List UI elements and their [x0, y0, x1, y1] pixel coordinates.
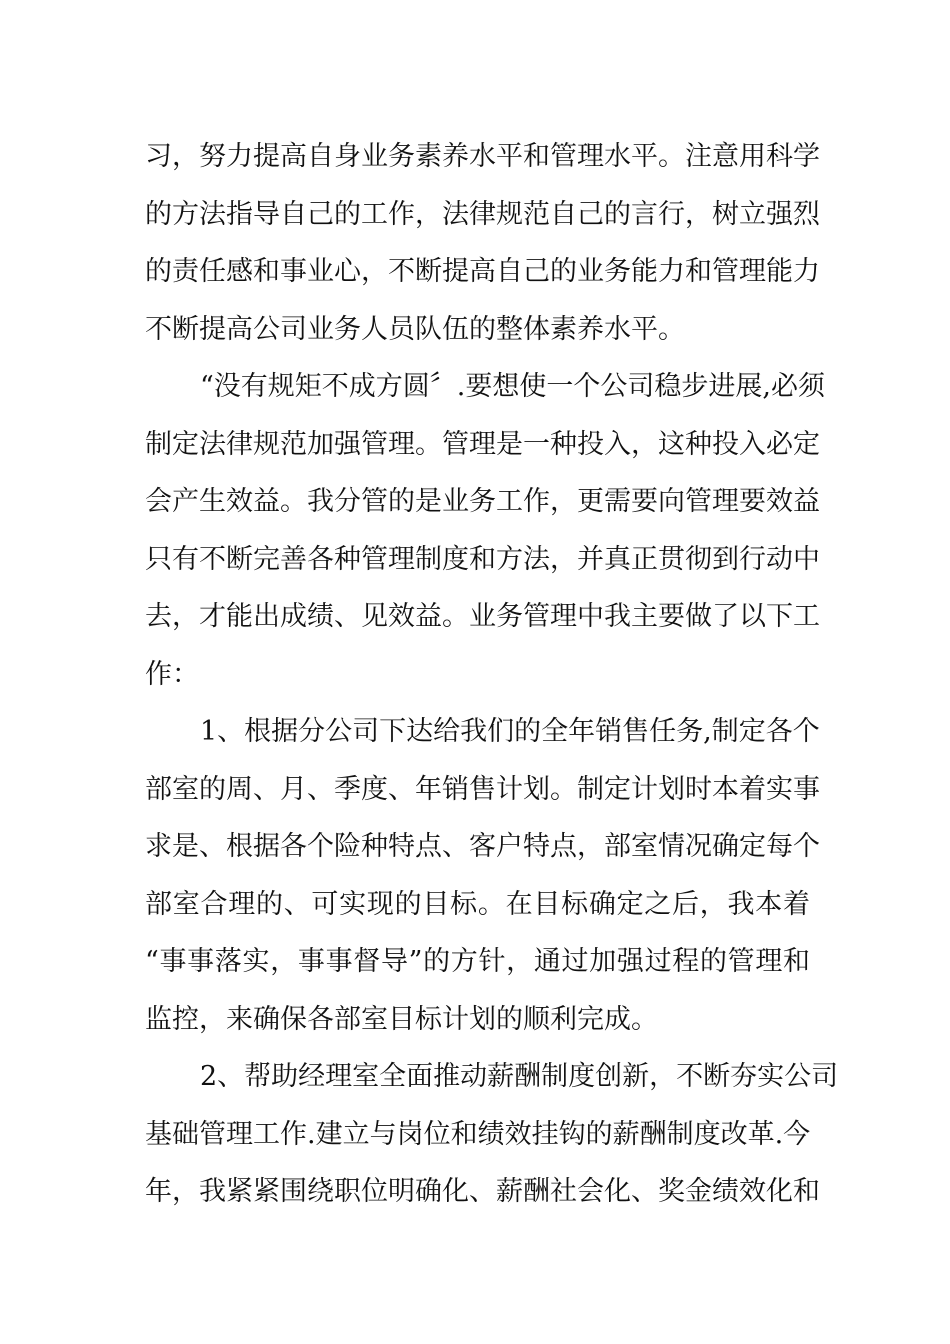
text-line-11: 1、根据分公司下达给我们的全年销售任务,制定各个	[200, 716, 820, 747]
text-line-7: 会产生效益。我分管的是业务工作，更需要向管理要效益	[145, 486, 820, 517]
text-line-6: 制定法律规范加强管理。管理是一种投入，这种投入必定	[145, 428, 820, 460]
text-line-2: 的方法指导自己的工作，法律规范自己的言行，树立强烈	[145, 198, 820, 230]
text-line-5: “没有规矩不成方圆〞.要想使一个公司稳步进展,必须	[200, 371, 825, 402]
text-line-12: 部室的周、月、季度、年销售计划。制定计划时本着实事	[145, 773, 820, 805]
text-line-15: “事事落实，事事督导”的方针，通过加强过程的管理和	[145, 946, 810, 977]
text-line-16: 监控，来确保各部室目标计划的顺利完成。	[145, 1003, 658, 1035]
text-line-1: 习，努力提高自身业务素养水平和管理水平。注意用科学	[145, 141, 820, 172]
text-line-14: 部室合理的、可实现的目标。在目标确定之后，我本着	[145, 888, 810, 920]
text-line-17: 2、帮助经理室全面推动薪酬制度创新，不断夯实公司	[200, 1061, 839, 1092]
text-line-18: 基础管理工作.建立与岗位和绩效挂钩的薪酬制度改革.今	[145, 1118, 811, 1150]
body-text	[145, 128, 839, 1221]
text-line-9: 去，才能出成绩、见效益。业务管理中我主要做了以下工	[145, 601, 820, 632]
text-line-4: 不断提高公司业务人员队伍的整体素养水平。	[145, 313, 685, 345]
text-line-19: 年，我紧紧围绕职位明确化、薪酬社会化、奖金绩效化和	[145, 1176, 820, 1207]
text-line-10: 作：	[145, 658, 199, 690]
text-line-3: 的责任感和事业心，不断提高自己的业务能力和管理能力	[145, 256, 820, 287]
text-line-13: 求是、根据各个险种特点、客户特点，部室情况确定每个	[145, 831, 820, 862]
text-line-8: 只有不断完善各种管理制度和方法，并真正贯彻到行动中	[145, 543, 820, 575]
